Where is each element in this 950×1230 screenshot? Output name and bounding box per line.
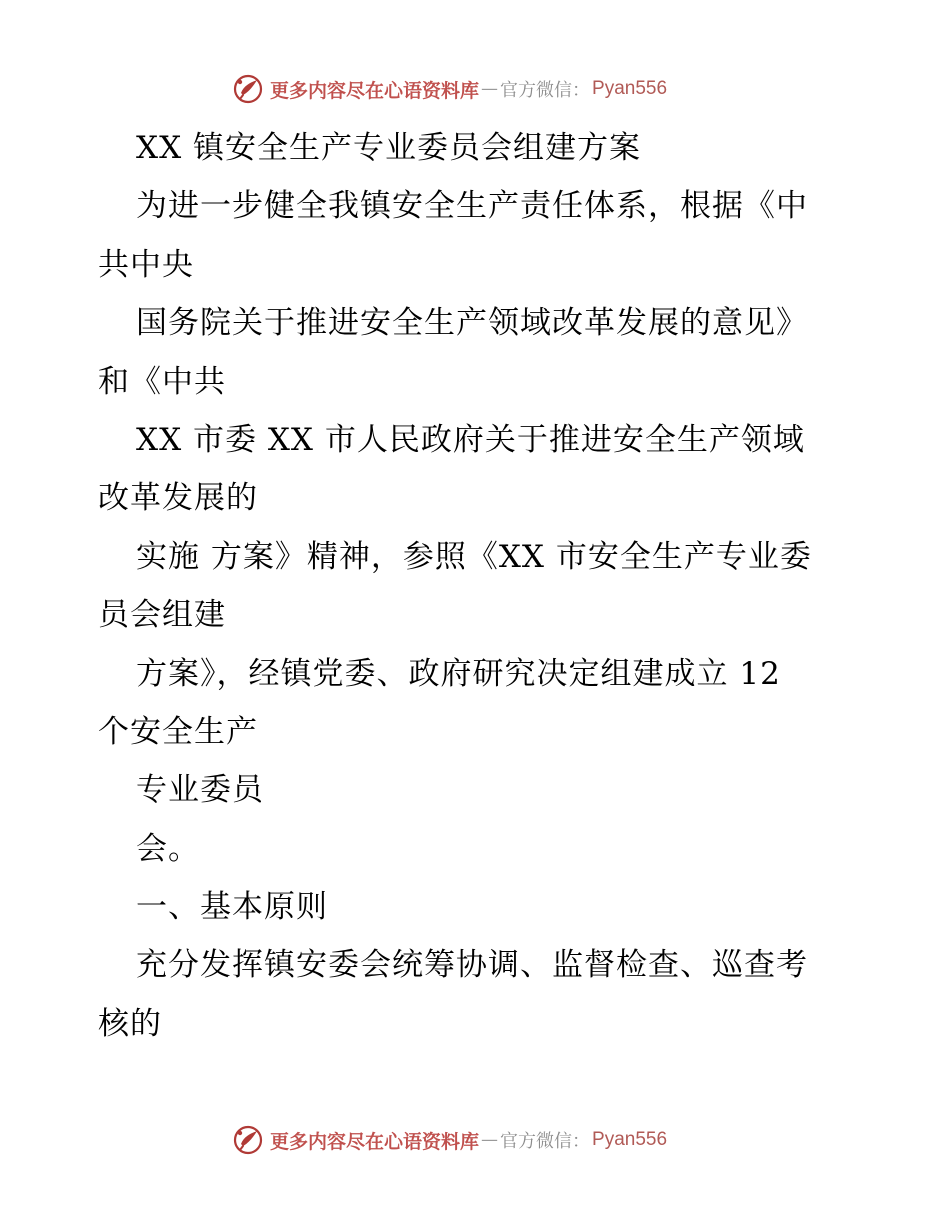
text-line: 实施 方案》精神，参照《XX 市安全生产专业委	[136, 538, 812, 575]
text-line: 核的	[98, 1005, 162, 1042]
pen-logo-icon	[232, 1124, 264, 1156]
watermark-dash: —	[481, 79, 499, 99]
watermark-official-label: 官方微信：	[500, 1131, 591, 1152]
text-line: 和《中共	[98, 363, 226, 400]
text-line: 为进一步健全我镇安全生产责任体系，根据《中	[136, 188, 808, 225]
footer-watermark	[232, 1123, 667, 1157]
text-line: 员会组建	[98, 597, 226, 634]
text-line: XX 市委 XX 市人民政府关于推进安全生产领域	[136, 421, 805, 458]
text-line: 充分发挥镇安委会统筹协调、监督检查、巡查考	[136, 947, 808, 984]
watermark-account: Pyan556	[592, 1129, 668, 1150]
document-body	[98, 119, 858, 1053]
watermark-official-label: 官方微信：	[500, 80, 591, 101]
pen-logo-icon	[232, 73, 264, 105]
text-line: 个安全生产	[98, 713, 258, 750]
text-line: 专业委员	[136, 772, 264, 809]
watermark-account: Pyan556	[592, 78, 668, 99]
text-line: 共中央	[98, 246, 194, 283]
watermark-dash: —	[481, 1130, 499, 1150]
header-watermark	[232, 72, 667, 106]
document-title: XX 镇安全生产专业委员会组建方案	[136, 130, 641, 166]
watermark-text: 更多内容尽在心语资料库	[270, 79, 480, 102]
text-line: 改革发展的	[98, 480, 258, 517]
section-heading: 一、基本原则	[136, 889, 328, 926]
text-line: 会。	[136, 830, 200, 867]
text-line: 国务院关于推进安全生产领域改革发展的意见》	[136, 305, 808, 342]
text-line: 方案》，经镇党委、政府研究决定组建成立 12	[136, 655, 781, 692]
watermark-text: 更多内容尽在心语资料库	[270, 1130, 480, 1153]
